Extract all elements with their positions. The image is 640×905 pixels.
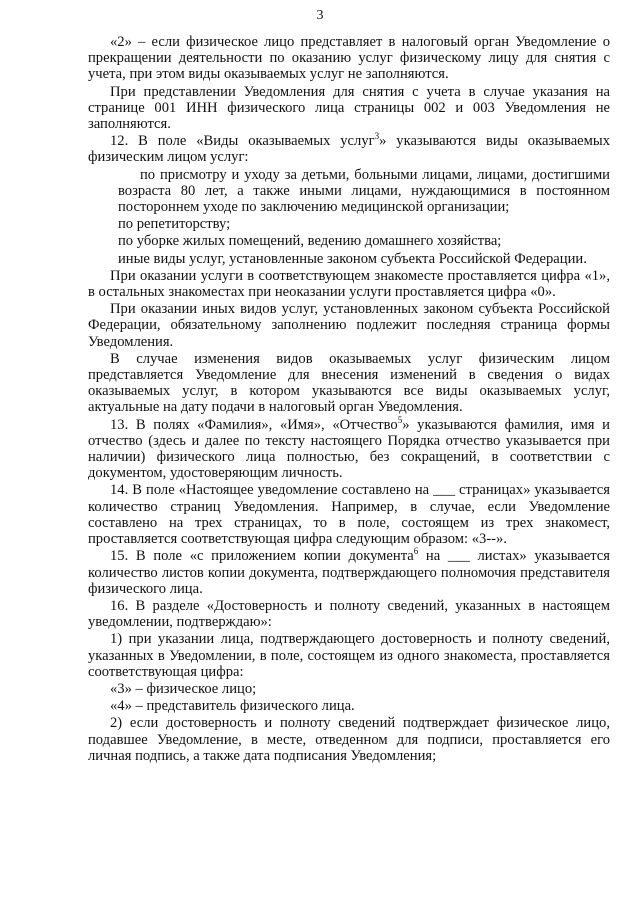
- footnote-ref-5: 5: [397, 414, 403, 425]
- paragraph-digit-1: При оказании услуги в соответствующем знакоместе проставляется цифра «1», в остальных знакоместах при неоказании услуги проставляется цифра «0».: [88, 267, 610, 301]
- paragraph-item-15: 15. В поле «с приложением копии документа$^6$ на ___ листах» указывается количество листов копии документа, подтверждающего полномочия представителя физического лица.: [88, 546, 610, 597]
- paragraph-item-16-1: 1) при указании лица, подтверждающего достоверность и полноту сведений, указанных в Уведомлении, в поле, состоящем из одного знакоместа, проставляется соответствующая цифра:: [88, 631, 610, 680]
- document-body: [88, 34, 610, 764]
- paragraph-item-16: 16. В разделе «Достоверность и полноту сведений, указанных в настоящем уведомлении, подтверждаю»:: [88, 597, 610, 631]
- list-item-cleaning: по уборке жилых помещений, ведению домашнего хозяйства;: [118, 233, 502, 250]
- footnote-ref-6: 6: [413, 546, 419, 557]
- list-item-care: по присмотру и уходу за детьми, больными лицами, лицами, достигшими возраста 80 лет, а также иными лицами, нуждающимися в постоянном постороннем уходе по заключению медицинской организации;: [118, 166, 610, 216]
- paragraph-deregistration: При представлении Уведомления для снятия с учета в случае указания на странице 001 ИНН физического лица страницы 002 и 003 Уведомления не заполняются.: [88, 83, 610, 133]
- paragraph-item-13: 13. В полях «Фамилия», «Имя», «Отчество$^5$» указываются фамилия, имя и отчество (здесь и далее по тексту настоящего Порядка отчество указывается при наличии) физического лица полностью, без сокращений, в соответствии с документом, удостоверяющим личность.: [88, 414, 610, 482]
- paragraph-item-16-2: 2) если достоверность и полноту сведений подтверждает физическое лицо, подавшее Уведомление, в месте, отведенном для подписи, проставляется его личная подпись, а также дата подписания Уведомления;: [88, 715, 610, 764]
- paragraph-item-14: 14. В поле «Настоящее уведомление составлено на ___ страницах» указывается количество страниц Уведомления. Например, в случае, если Уведомление составлено на трех страницах, то в поле, состоящем из трех знакомест, проставляется соответствующая цифра следующим образом: «3--».: [88, 482, 610, 548]
- list-item-other: иные виды услуг, установленные законом субъекта Российской Федерации.: [118, 250, 587, 267]
- list-item-tutoring: по репетиторству;: [118, 216, 231, 233]
- page-number: 3: [316, 8, 324, 23]
- paragraph-other-services: При оказании иных видов услуг, установленных законом субъекта Российской Федерации, обязательному заполнению подлежит последняя страница формы Уведомления.: [88, 301, 610, 350]
- paragraph-item-12: 12. В поле «Виды оказываемых услуг$^3$» указываются виды оказываемых физическим лицом услуг:: [88, 131, 610, 166]
- paragraph-status-2: «2» – если физическое лицо представляет в налоговый орган Уведомление о прекращении деятельности по оказанию услуг физическому лицу для снятия с учета, при этом виды оказываемых услуг не заполняются.: [88, 34, 610, 83]
- footnote-ref-3: 3: [374, 131, 380, 142]
- list-item-code-4: «4» – представитель физического лица.: [110, 698, 355, 715]
- paragraph-changes: В случае изменения видов оказываемых услуг физическим лицом представляется Уведомление для внесения изменений в сведения о видах оказываемых услуг, в котором указываются все виды оказываемых услуг, актуальные на дату подачи в налоговый орган Уведомления.: [88, 350, 610, 416]
- list-item-code-3: «3» – физическое лицо;: [110, 680, 257, 697]
